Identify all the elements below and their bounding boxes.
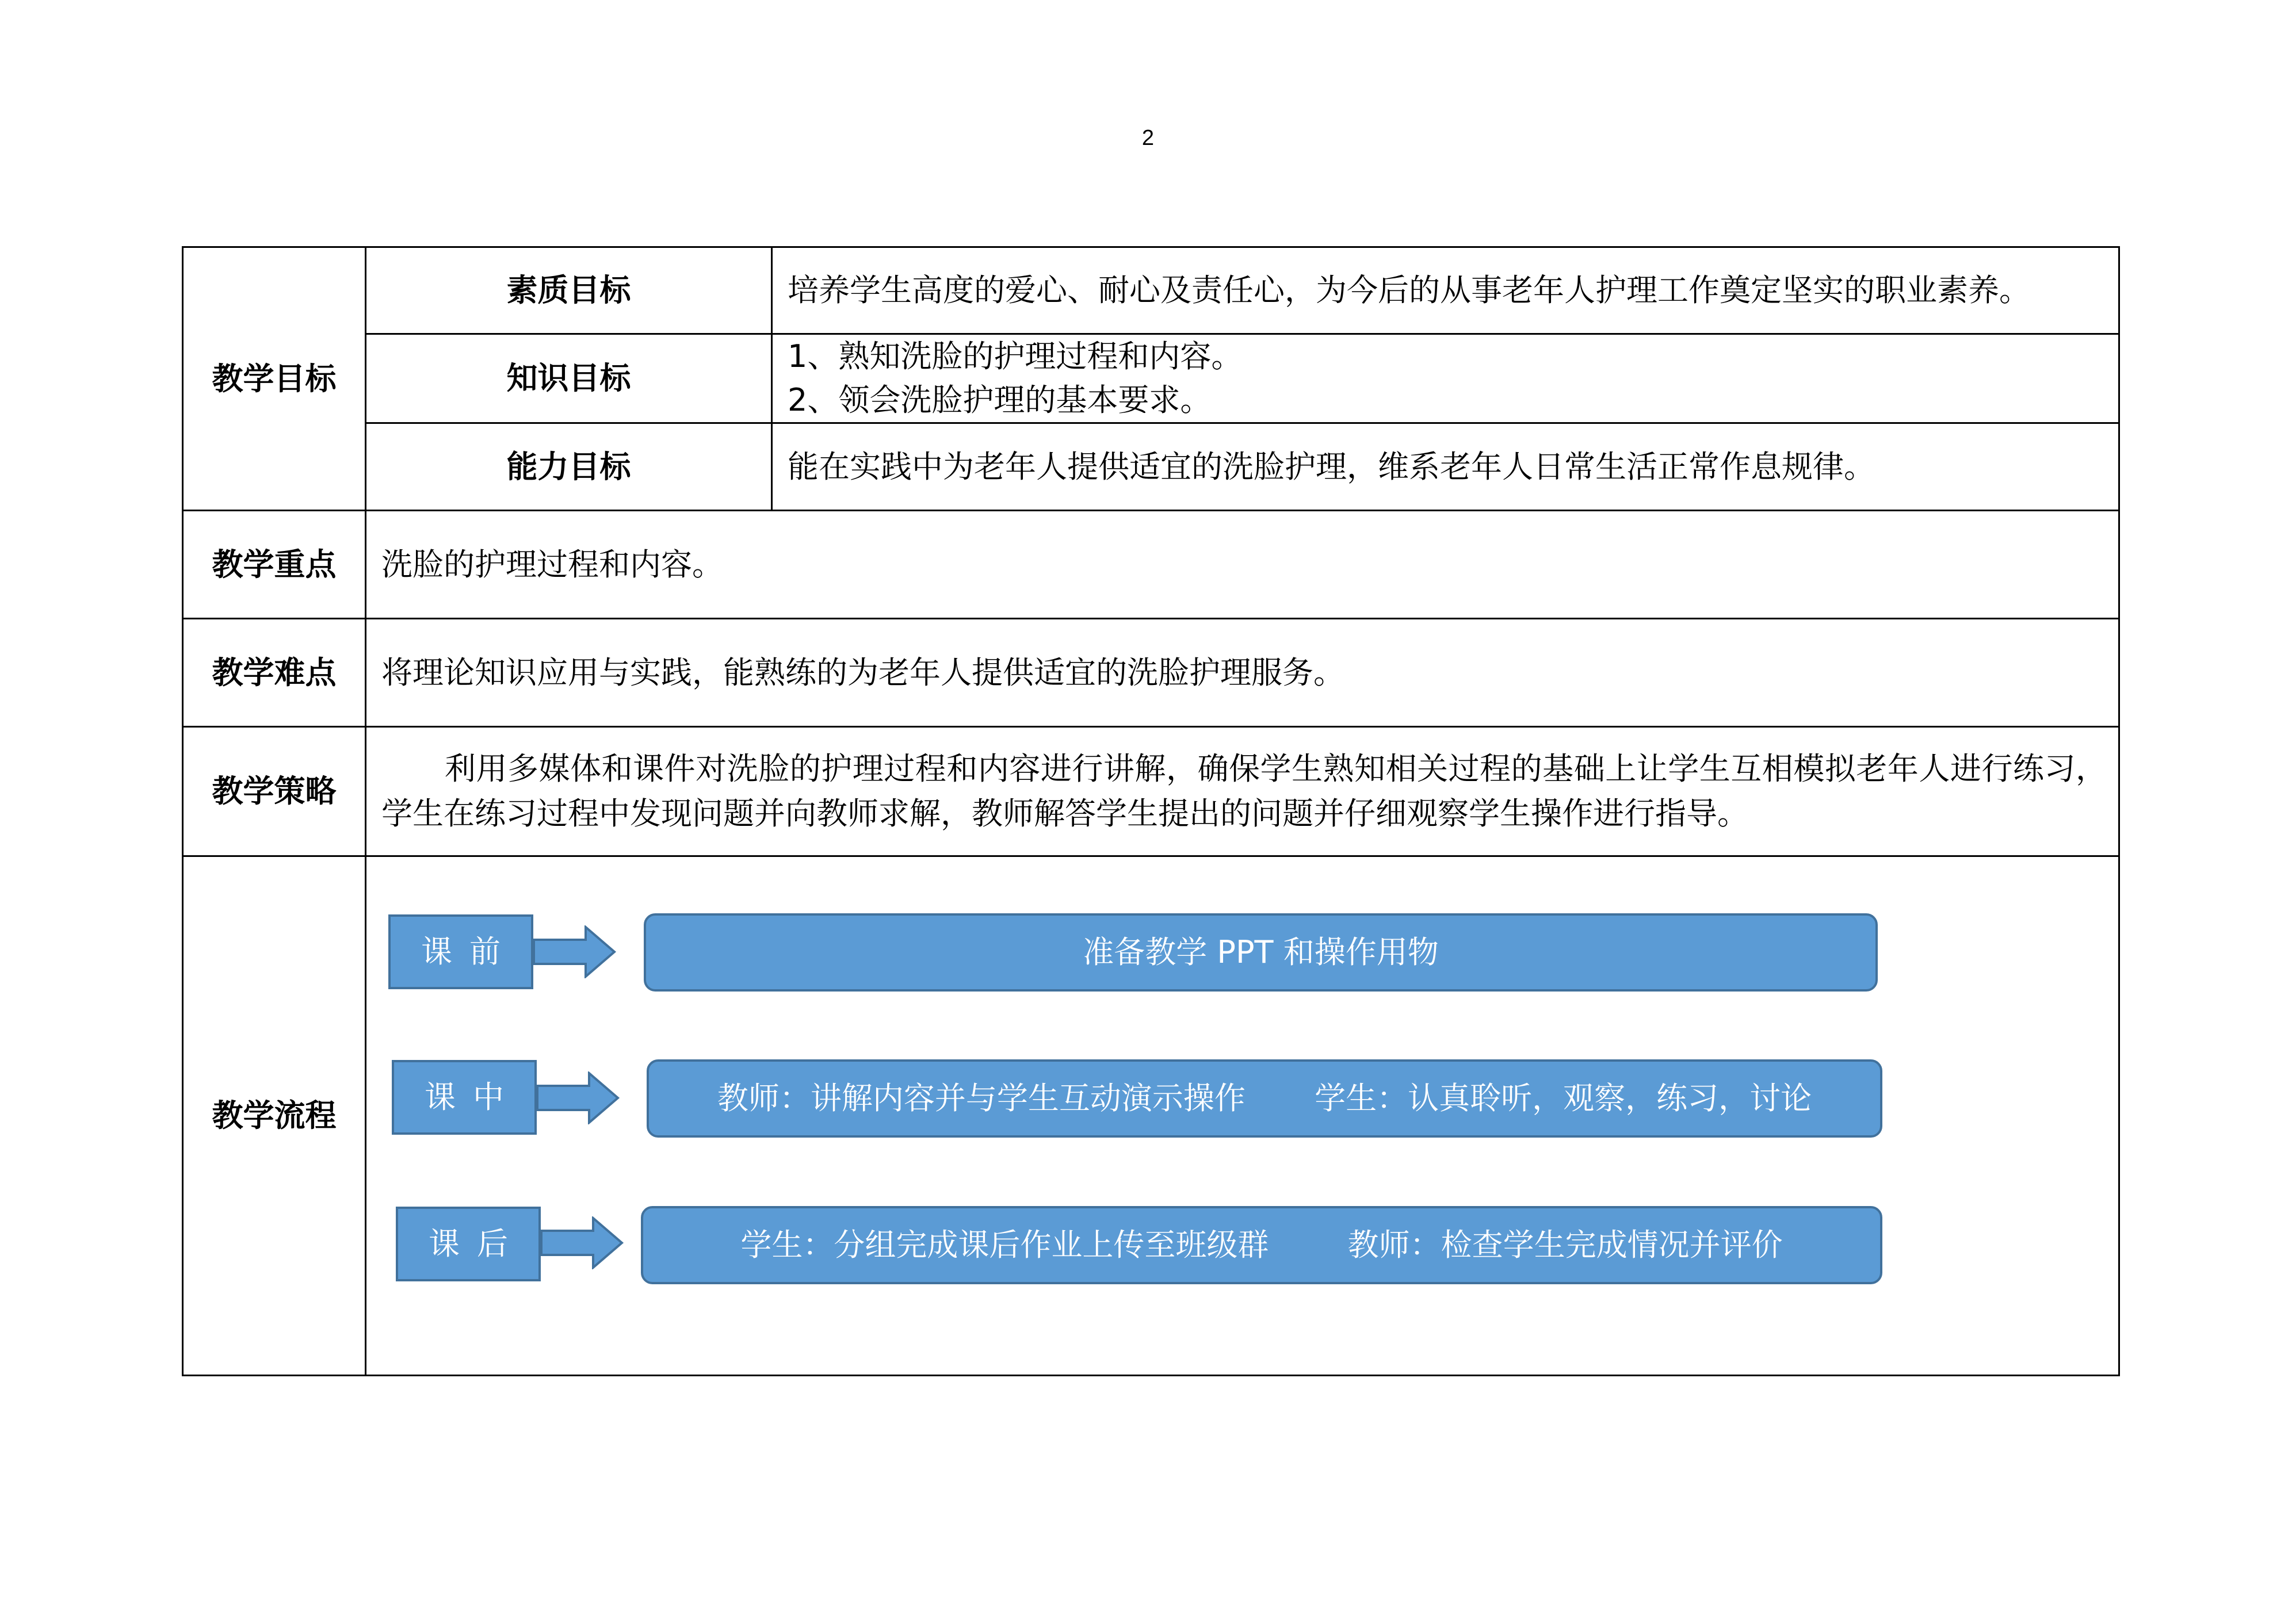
quality-objective-text: 培养学生高度的爱心、耐心及责任心，为今后的从事老年人护理工作奠定坚实的职业素养。 xyxy=(772,247,2119,334)
knowledge-objective-label: 知识目标 xyxy=(366,334,772,423)
strategy-label: 教学策略 xyxy=(183,727,366,856)
flow-step-before-class-label: 课前 xyxy=(388,914,533,989)
flow-step-after-class-content: 学生：分组完成课后作业上传至班级群 教师：检查学生完成情况并评价 xyxy=(641,1206,1882,1284)
flow-step-during-class-content: 教师：讲解内容并与学生互动演示操作 学生：认真聆听，观察，练习，讨论 xyxy=(647,1059,1882,1138)
difficulties-text: 将理论知识应用与实践，能熟练的为老年人提供适宜的洗脸护理服务。 xyxy=(366,619,2119,727)
knowledge-objective-line-1: 1、熟知洗脸的护理过程和内容。 xyxy=(788,338,1243,374)
flow-step-after-class-label: 课后 xyxy=(396,1207,541,1281)
key-points-label: 教学重点 xyxy=(183,511,366,619)
knowledge-objective-line-2: 2、领会洗脸护理的基本要求。 xyxy=(788,382,1212,418)
ability-objective-label: 能力目标 xyxy=(366,423,772,511)
lesson-plan-table xyxy=(182,246,2120,1376)
knowledge-objective-text xyxy=(772,334,2119,423)
process-label: 教学流程 xyxy=(183,856,366,1376)
key-points-text: 洗脸的护理过程和内容。 xyxy=(366,511,2119,619)
process-flow xyxy=(366,857,2118,1375)
flow-arrow-icon xyxy=(540,1216,624,1269)
difficulties-label: 教学难点 xyxy=(183,619,366,727)
flow-step-before-class-content: 准备教学 PPT 和操作用物 xyxy=(644,913,1878,992)
strategy-text: 利用多媒体和课件对洗脸的护理过程和内容进行讲解，确保学生熟知相关过程的基础上让学生互相模拟老年人进行练习，学生在练习过程中发现问题并向教师求解，教师解答学生提出的问题并仔细观察学生操作进行指导。 xyxy=(366,727,2119,856)
page-number: 2 xyxy=(1141,126,1155,150)
flow-step-during-class-label: 课中 xyxy=(392,1060,537,1135)
objectives-label: 教学目标 xyxy=(183,247,366,511)
flow-arrow-icon xyxy=(536,1071,620,1124)
flow-arrow-icon xyxy=(533,925,617,978)
process-flow-cell xyxy=(366,856,2119,1376)
ability-objective-text: 能在实践中为老年人提供适宜的洗脸护理，维系老年人日常生活正常作息规律。 xyxy=(772,423,2119,511)
quality-objective-label: 素质目标 xyxy=(366,247,772,334)
